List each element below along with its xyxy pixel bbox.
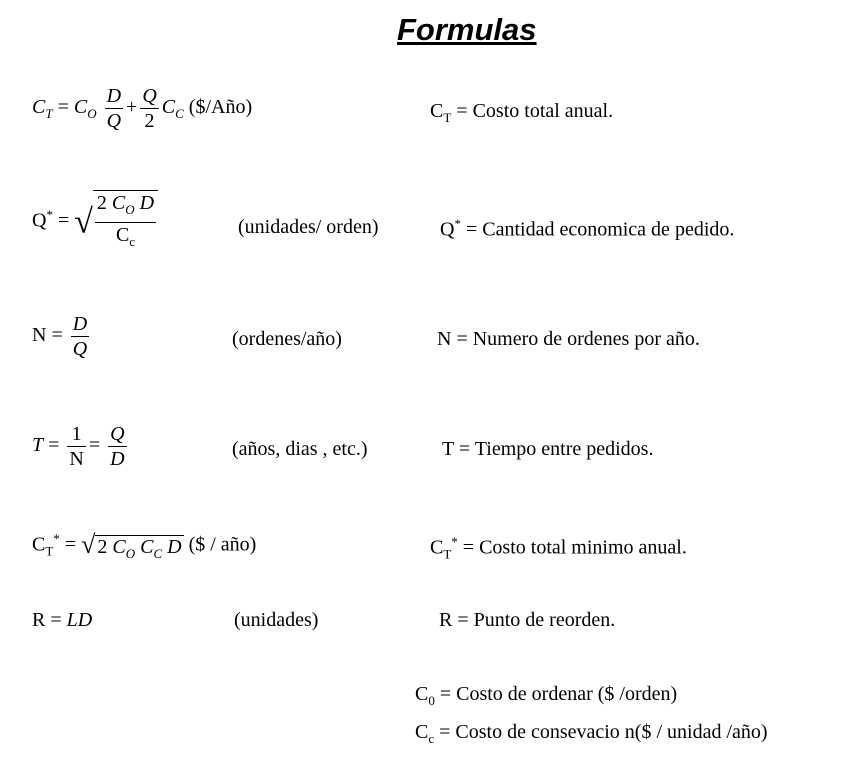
- unit-label: ($ / año): [188, 533, 257, 556]
- formula-min-cost: $C_T^*$ = √ 2 $C_O$ $C_C$ D ($ / año): [32, 530, 257, 561]
- page-title: Formulas: [397, 12, 537, 47]
- footnote-holding-cost: $C_c$ = Costo de consevacio n($ / unidad /año): [415, 721, 768, 746]
- unit-time: (años, dias , etc.): [232, 438, 368, 460]
- formula-reorder: R = LD: [32, 609, 93, 631]
- description-total-cost: $C_T$ = Costo total anual.: [430, 100, 614, 125]
- unit-eoq: (unidades/ orden): [238, 216, 379, 238]
- formula-eoq: Q* = √ $\frac{2 C_O D}{C_c}$: [32, 190, 158, 254]
- footnote-ordering-cost: $C_0$ = Costo de ordenar ($ /orden): [415, 683, 678, 708]
- unit-reorder: (unidades): [234, 609, 319, 631]
- description-orders: N = Numero de ordenes por año.: [437, 328, 700, 350]
- formula-orders-per-year: N = $\frac{D}{Q}$: [32, 313, 88, 360]
- formula-time-between: T = $\frac{1}{N}$ = $\frac{Q}{D}$: [32, 423, 125, 470]
- description-eoq: Q* = Cantidad economica de pedido.: [440, 216, 735, 241]
- description-min-cost: $C_T^*$ = Costo total minimo anual.: [430, 534, 687, 562]
- description-reorder: R = Punto de reorden.: [439, 609, 616, 631]
- description-time: T = Tiempo entre pedidos.: [442, 438, 654, 460]
- unit-orders: (ordenes/año): [232, 328, 342, 350]
- formula-total-cost: $C_T = C_O$ $\frac{D}{Q}$ + $\frac{Q}{2}$ $C_C$ ($/Año): [32, 85, 253, 132]
- unit-label: ($/Año): [188, 96, 253, 119]
